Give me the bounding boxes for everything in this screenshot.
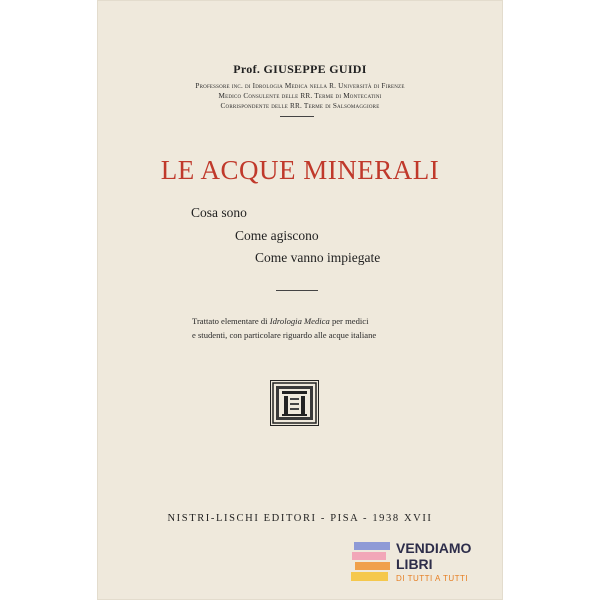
watermark-tagline: DI TUTTI A TUTTI bbox=[396, 574, 469, 583]
watermark-title-line: VENDIAMO bbox=[396, 540, 472, 556]
subtitle-line: Come agiscono bbox=[235, 228, 319, 243]
watermark-logo bbox=[350, 540, 500, 595]
author-name: Prof. GIUSEPPE GUIDI bbox=[233, 62, 367, 76]
divider-rule bbox=[276, 290, 318, 291]
affiliation-line: Professore inc. di Idrologia Medica nella R. Università di Firenze bbox=[195, 82, 405, 90]
description-line: e studenti, con particolare riguardo alle acque italiane bbox=[192, 330, 377, 340]
subtitle-line: Come vanno impiegate bbox=[255, 250, 381, 265]
description-line: Trattato elementare di Idrologia Medica per medici bbox=[192, 316, 369, 326]
book-title-page bbox=[97, 0, 503, 600]
divider-rule bbox=[280, 116, 314, 117]
publisher-line: NISTRI-LISCHI EDITORI - PISA - 1938 XVII bbox=[167, 513, 433, 524]
printers-mark-emblem bbox=[270, 380, 319, 426]
affiliation-line: Corrispondente delle RR. Terme di Salsomaggiore bbox=[220, 102, 380, 110]
book-title: LE ACQUE MINERALI bbox=[160, 155, 440, 185]
watermark-title-line: LIBRI bbox=[396, 556, 433, 572]
affiliation-line: Medico Consulente delle RR. Terme di Montecatini bbox=[218, 92, 382, 100]
books-stack-icon bbox=[350, 540, 392, 584]
subtitle-line: Cosa sono bbox=[191, 205, 247, 220]
